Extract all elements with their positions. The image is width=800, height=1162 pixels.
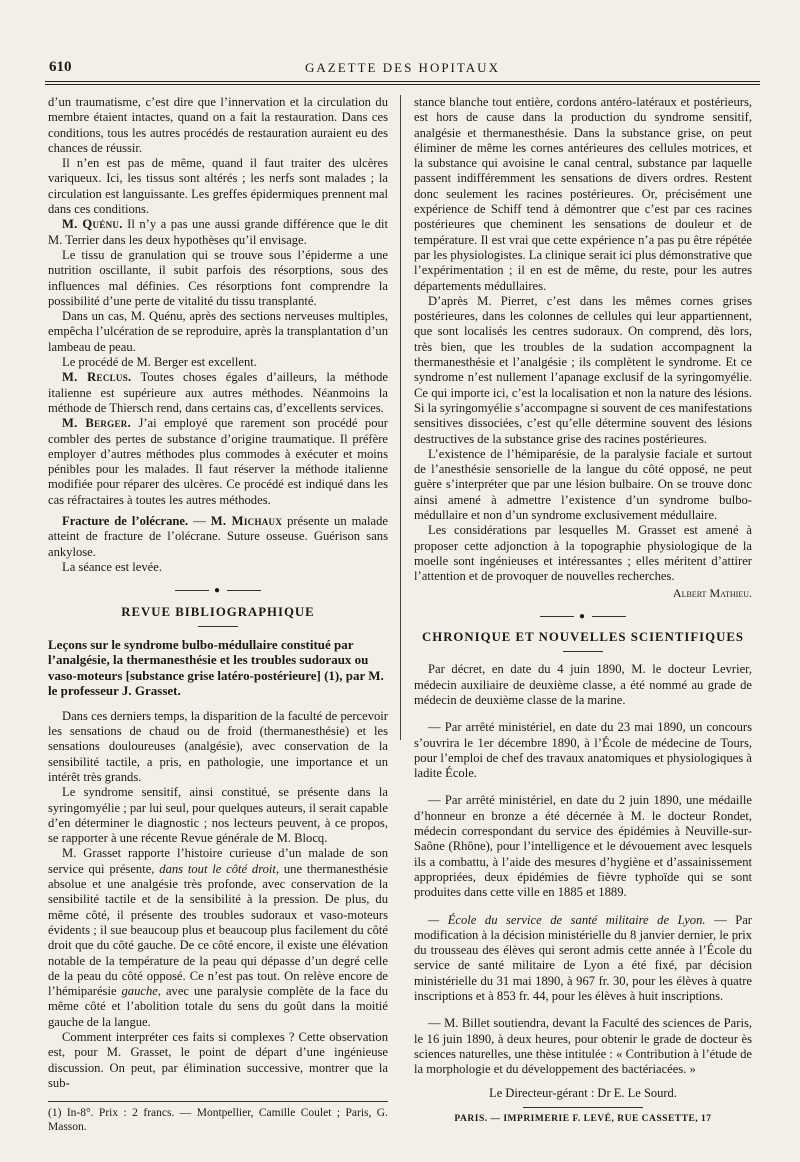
paragraph — [48, 846, 388, 1030]
speaker-name: M. Michaux — [210, 514, 283, 529]
running-title: GAZETTE DES HOPITAUX — [305, 60, 500, 75]
spacer — [414, 901, 752, 913]
printer-rule — [523, 1107, 643, 1108]
paragraph-text: , avec une paralysie complète de la face du même côté et l’abolition totale du sens du goût dans la moitié gauche de la langue. — [48, 984, 388, 1029]
footnote: (1) In-8°. Prix : 2 francs. — Montpellier, Camille Coulet ; Paris, G. Masson. — [48, 1107, 388, 1134]
right-column — [414, 95, 752, 1127]
paragraph: Dans ces derniers temps, la disparition de la faculté de percevoir les sensations de chaud ou de froid (thermanesthésie) et les sensations douloureuses (analgésie), avec conservation de la sensibilité tactile, a pris, en pathologie, une importance et un intérêt très grands. — [48, 708, 388, 784]
paragraph — [48, 416, 388, 508]
page-number: 610 — [49, 59, 72, 75]
section-title: CHRONIQUE ET NOUVELLES SCIENTIFIQUES — [422, 630, 744, 645]
speaker-name: M. Berger. — [62, 416, 132, 431]
column-divider — [400, 95, 401, 740]
spacer — [414, 1004, 752, 1016]
director-manager-line: Le Directeur-gérant : Dr E. Le Sourd. — [489, 1085, 677, 1100]
section-ornament: ● — [48, 583, 388, 598]
emphasis: dans tout le côté droit — [159, 861, 276, 876]
news-item: — M. Billet soutiendra, devant la Faculté des sciences de Paris, le 16 juin 1890, à deux heures, pour obtenir le grade de docteur ès sciences naturelles, une thèse intitulée : « Contribution à l’étude de la morphologie et du développement des bactériacées. » — [414, 1016, 752, 1077]
footnote-rule — [48, 1101, 388, 1102]
paragraph: L’existence de l’hémiparésie, de la paralysie faciale et surtout de l’anesthésie sensorielle de la langue du côté opposé, ne peut guère s’interpréter que par une lésion bulbaire. On se trouve donc ainsi amené à admettre l’existence d’un syndrome bulbo-médullaire et non d’un syndrome exclusivement médullaire. — [414, 446, 752, 523]
paragraph: Comment interpréter ces faits si complexes ? Cette observation est, pour M. Grasset, le point de départ d’une ingénieuse discussion. On peut, par élimination successive, montrer que la sub- — [48, 1030, 388, 1090]
paragraph-text: , une thermanesthésie absolue et une analgésie très profonde, avec conservation de la sensibilité tactile et de la sensibilité à la pression. De plus, du même côté, il présente des troubles sudoraux et vaso-moteurs évidents ; il sue beaucoup plus et beaucoup plus facilement du côté droit que du côté gauche. De ce côté encore, il existe une élévation notable de la température de la peau qui dépasse d’un degré celle de la peau du côté opposé. Ce n’est pas tout. On relève encore de l’hémiparésie — [48, 861, 388, 999]
paragraph — [48, 370, 388, 416]
paragraph — [48, 217, 388, 248]
news-item: — Par arrêté ministériel, en date du 2 juin 1890, une médaille d’honneur en bronze a été décernée à M. le docteur Rondet, médecin correspondant du service des épidémies à Neuville-sur-Saône (Rhône), pour l’intelligence et le dévouement avec lesquels ils a combattu, à l’aide des mesures d’hygiène et d’assainissement appropriées, deux épidémies de fièvre typhoïde qui se sont produites dans cette ville en 1885 et 1889. — [414, 793, 752, 900]
paragraph: Le procédé de M. Berger est excellent. — [62, 355, 257, 370]
paragraph-text: présente un malade atteint de fracture de l’olécrane. Suture osseuse. Guérison sans ankylose. — [48, 514, 388, 559]
speaker-name: M. Quénu. — [62, 217, 123, 232]
header-rule-top — [45, 81, 760, 82]
header-rule-bottom — [45, 84, 760, 85]
paragraph: Les considérations par lesquelles M. Grasset est amené à proposer cette adjonction à la topographie physiologique de la moelle sont ingénieuses et intéressantes ; elles méritent d’attirer l’attention et de provoquer de nouvelles recherches. — [414, 523, 752, 584]
news-item: — Par arrêté ministériel, en date du 23 mai 1890, un concours s’ouvrira le 1er décembre 1890, à l’École de médecine de Tours, pour l’emploi de chef des travaux anatomiques et physiologiques à ladite École. — [414, 720, 752, 781]
section-rule — [198, 626, 238, 627]
paragraph: Le tissu de granulation qui se trouve sous l’épiderme a une nutrition oscillante, il subit parfois des résorptions, sous des influences mal définies. Ces résorptions font comprendre la possibilité d’une perte de vitalité du tissu transplanté. — [48, 247, 388, 308]
paragraph: Il n’en est pas de même, quand il faut traiter des ulcères variqueux. Ici, les tissus sont altérés ; les nerfs sont malades ; la circulation est languissante. Les greffes épidermiques prennent mal dans ces conditions. — [48, 156, 388, 217]
news-item — [414, 913, 752, 1005]
paragraph: D’après M. Pierret, c’est dans les mêmes cornes grises postérieures, dans les colonnes de cellules qui leur appartiennent, que sont localisés les centres sudoraux. On comprend, dès lors, très bien, que les troubles de la sudation accompagnent la thermanesthésie et l’analgésie ; ils complètent le syndrome. Et ce syndrome n’est nullement l’apanage exclusif de la syringomyélie. Ce qui importe ici, c’est la localisation et non la nature des lésions. Si la syringomyélie s’accompagne si souvent de ces manifestations sensitives dissociées, c’est qu’elle détermine souvent des lésions destructives de la substance grise des racines postérieures. — [414, 293, 752, 446]
paragraph: Le syndrome sensitif, ainsi constitué, se présente dans la syringomyélie ; par lui seul, pour quelques auteurs, il serait capable d’en déterminer le diagnostic ; nos lecteurs peuvent, à ce propos, se rapporter à une récente Revue générale de M. Blocq. — [48, 785, 388, 846]
spacer — [414, 708, 752, 720]
article-title: Leçons sur le syndrome bulbo-médullaire constitué par l’analgésie, la thermanesthésie et les troubles sudoraux ou vaso-moteurs [substance grise latéro-postérieure] (1), par M. le professeur J. Grasset. — [48, 636, 384, 699]
paragraph: La séance est levée. — [62, 559, 162, 574]
paragraph-text: Il n’y a pas une aussi grande différence que le dit M. Terrier dans les deux hypothèses qu’il envisage. — [48, 217, 388, 247]
paragraph: stance blanche tout entière, cordons antéro-latéraux et postérieurs, est hors de cause dans la production du syndrome sensitif, analgésie et thermanesthésie. Dans la substance grise, on peut éliminer de même les cornes antérieures des cellules motrices, et la substance qui avoisine le canal central, substance par laquelle passent indifféremment les sensations de divers ordres. Restent donc seulement les racines postérieures. Or, précisément une expérience de Schiff tend à démontrer que c’est par ces racines postérieures que cheminent les sensations de douleur et de température. Il est vrai que cette expérience n’a pas pu être répétée par les physiologistes. La clinique serait ici plus démonstrative que l’expérimentation ; il en est de même, du reste, pour les autres départements médullaires. — [414, 95, 752, 293]
page-header — [45, 55, 760, 89]
paragraph-text: — Par modification à la décision ministérielle du 8 janvier dernier, le prix du trousseau des élèves qui seront admis cette année à l’École du service de santé militaire de Lyon a été fixé, par décision ministérielle du 31 mai 1890, à 967 fr. 30, pour les élèves à quatre inscriptions et à 853 fr. 44, pour les élèves à huit inscriptions. — [414, 912, 752, 1004]
author-signature: Albert Mathieu. — [672, 585, 752, 600]
news-item-heading: — École du service de santé militaire de Lyon. — [428, 912, 706, 927]
news-item: Par décret, en date du 4 juin 1890, M. le docteur Levrier, médecin auxiliaire de deuxième classe, a été nommé au grade de médecin de deuxième classe de la marine. — [414, 662, 752, 707]
left-column — [48, 95, 388, 1134]
paragraph: Fracture de l’olécrane. — M. Michaux présente un malade atteint de fracture de l’olécrane. Suture osseuse. Guérison sans ankylose. — [48, 514, 388, 559]
section-ornament: ● — [414, 609, 752, 624]
paragraph: Dans un cas, M. Quénu, après des sections nerveuses multiples, empêcha l’ulcération de se reproduire, après la transplantation d’un lambeau de peau. — [48, 309, 388, 354]
subsection-title: Fracture de l’olécrane. — [62, 514, 189, 529]
printer-imprint: PARIS. — IMPRIMERIE F. LEVÉ, RUE CASSETTE, 17 — [454, 1113, 712, 1124]
paragraph: d’un traumatisme, c’est dire que l’innervation et la circulation du membre étaient intactes, quand on a fait la restauration. Dans ces conditions, tous les autres procédés de restauration auraient eu des chances de réussir. — [48, 95, 388, 155]
spacer — [414, 781, 752, 793]
section-rule — [563, 651, 603, 652]
paragraph-text: Toutes choses égales d’ailleurs, la méthode italienne est supérieure aux autres méthodes. Néanmoins la méthode de Thiersch rend, dans certains cas, d’excellents services. — [48, 370, 388, 415]
emphasis: gauche — [121, 984, 158, 999]
section-title: REVUE BIBLIOGRAPHIQUE — [121, 604, 315, 619]
paragraph-text: M. Grasset rapporte l’histoire curieuse d’un malade de son service qui présente, — [48, 846, 388, 876]
speaker-name: M. Reclus. — [62, 370, 132, 385]
paragraph-text: J’ai employé que rarement son procédé pour combler des pertes de substance d’origine traumatique. Il préfère employer d’autres méthodes plus commodes à exécuter et moins pénibles pour les malades. Il faut réserver la méthode italienne modifiée pour réparer des ulcères. Ce procédé est indiqué dans les cas réfractaires à toutes les autres méthodes. — [48, 416, 388, 507]
